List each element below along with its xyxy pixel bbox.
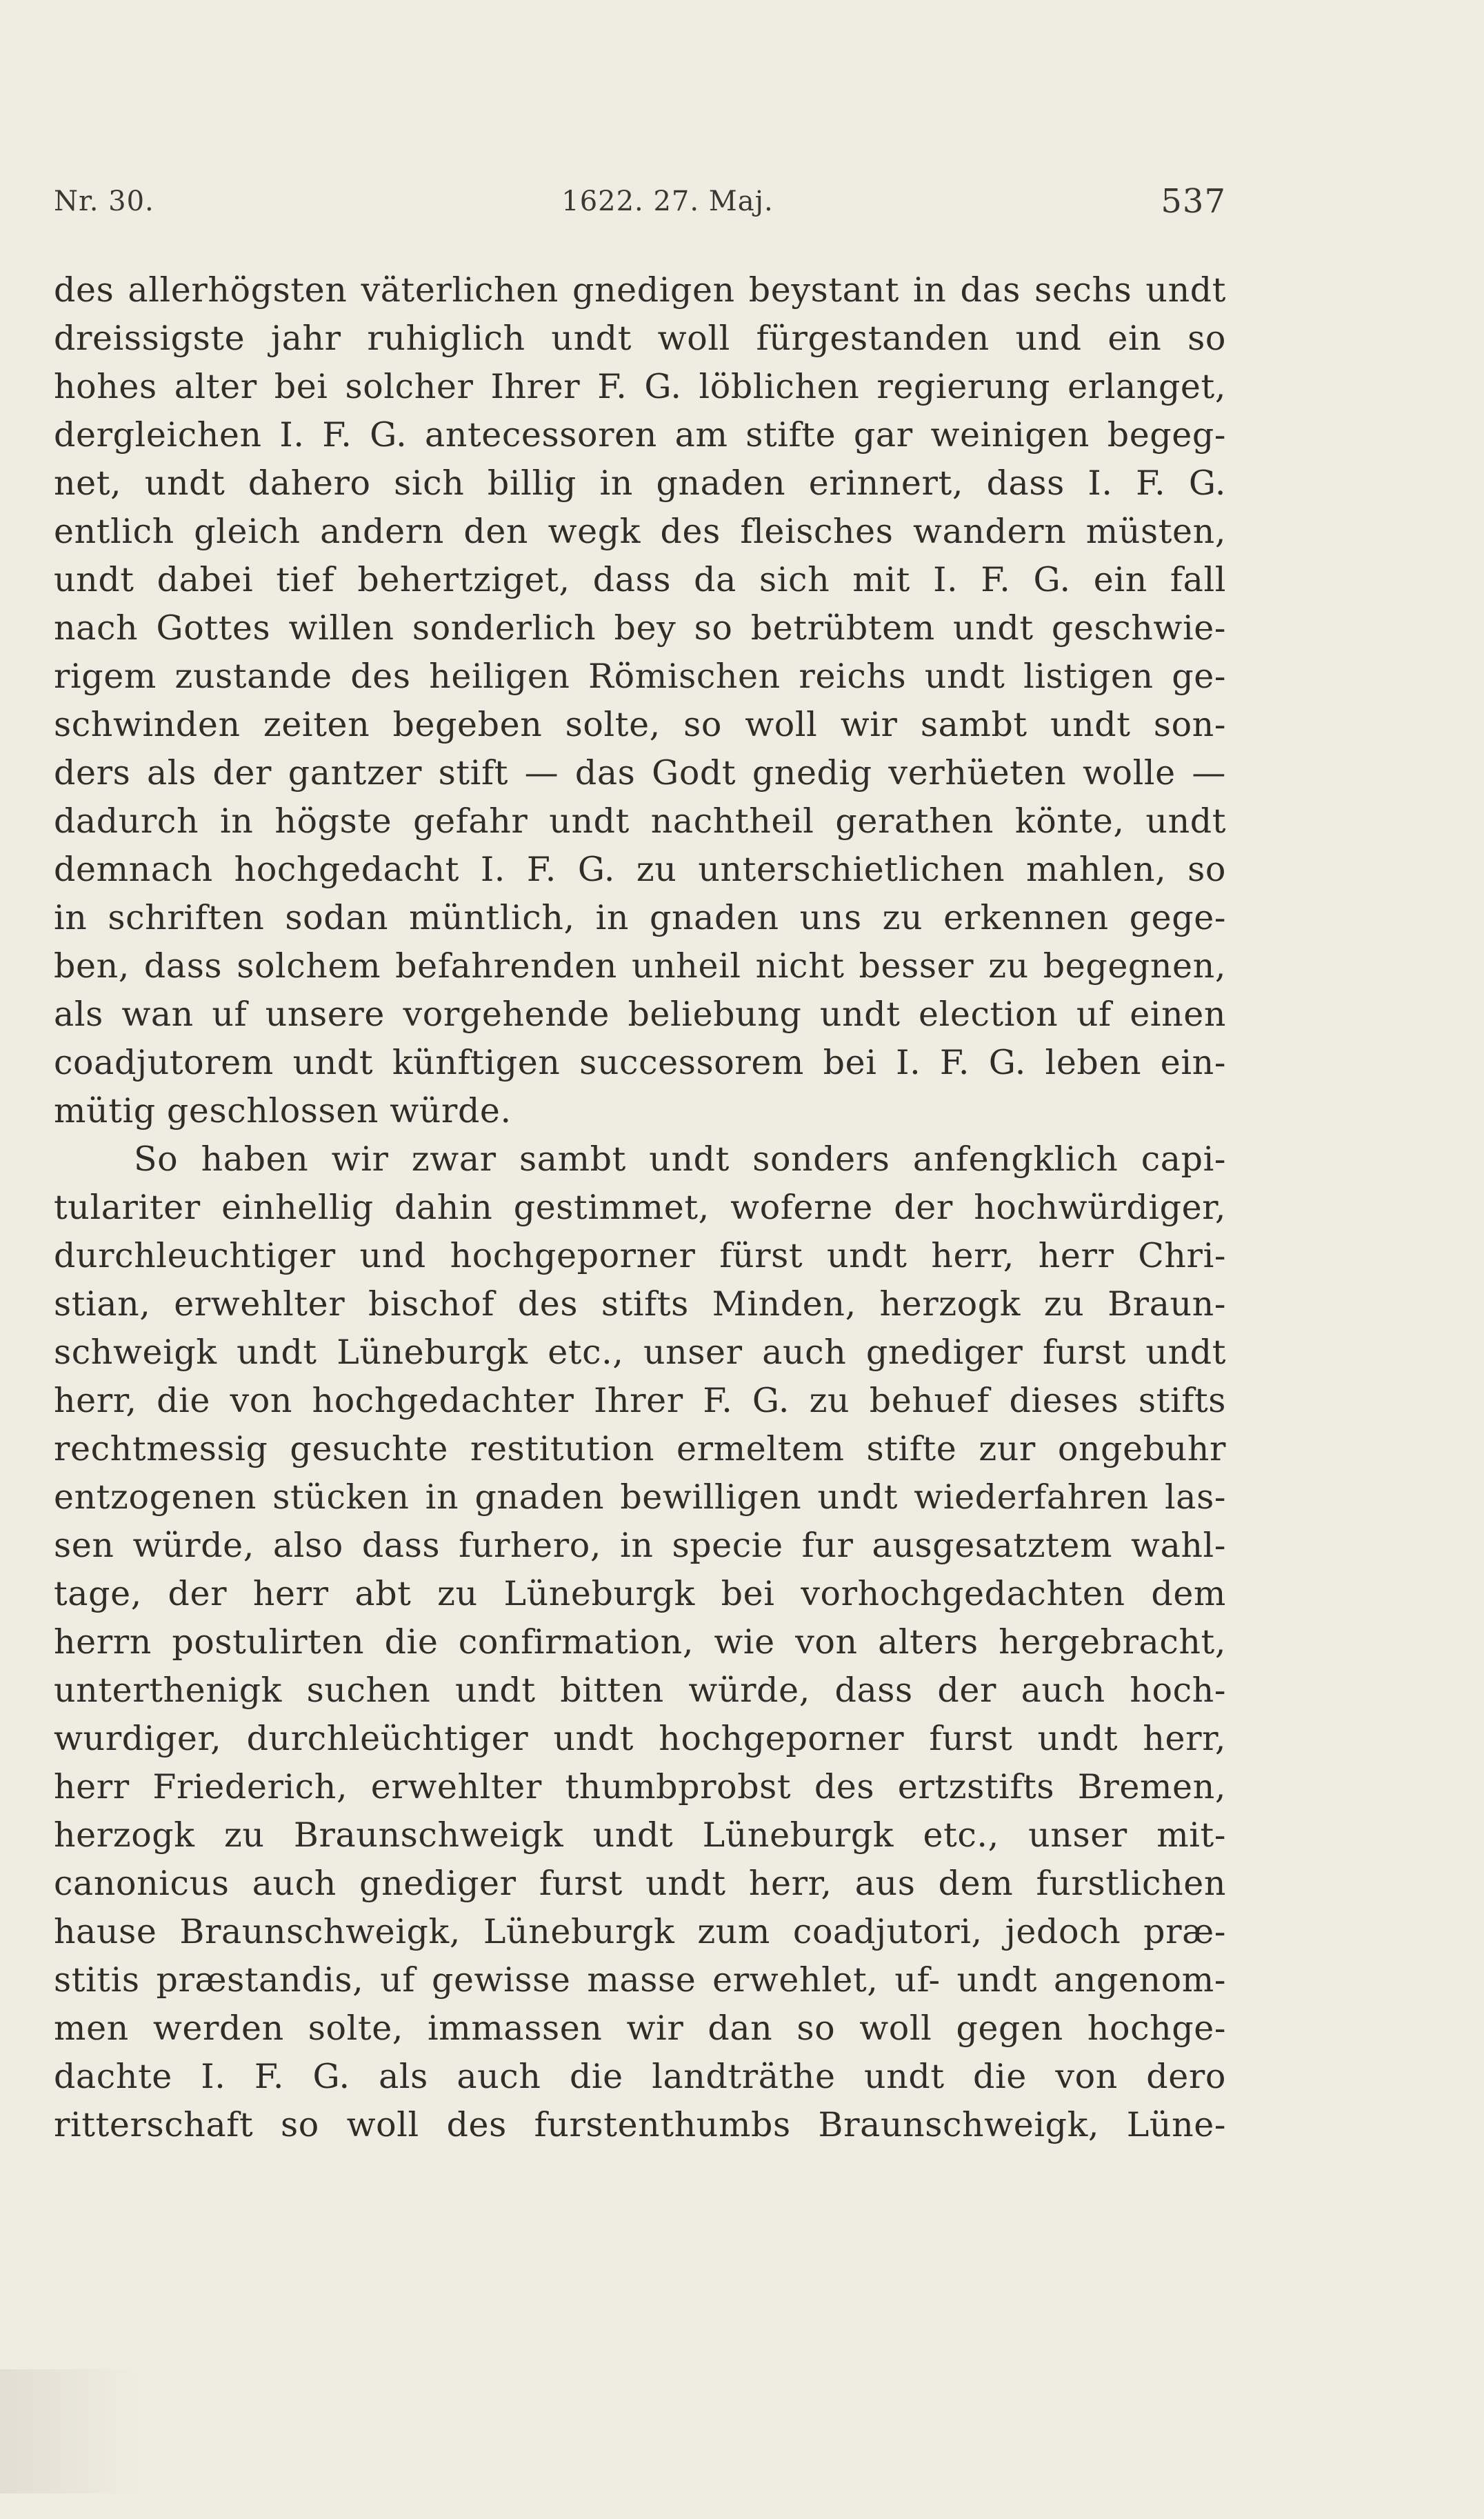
text-line: wurdiger, durchleüchtiger undt hochgeporner furst undt herr, [54, 1719, 1226, 1758]
text-line: men werden solte, immassen wir dan so woll gegen hochge- [54, 2009, 1226, 2048]
text-line: durchleuchtiger und hochgeporner fürst undt herr, herr Chri- [54, 1236, 1226, 1275]
text-line: rechtmessig gesuchte restitution ermeltem stifte zur ongebuhr [54, 1429, 1226, 1468]
text-line: ben, dass solchem befahrenden unheil nicht besser zu begegnen, [54, 946, 1226, 986]
text-line: hause Braunschweigk, Lüneburgk zum coadjutori, jedoch præ- [54, 1912, 1226, 1951]
text-line: als wan uf unsere vorgehende beliebung undt election uf einen [54, 995, 1226, 1034]
page-number: 537 [1161, 182, 1226, 221]
text-line: stitis præstandis, uf gewisse masse erwehlet, uf- undt angenom- [54, 1960, 1226, 2000]
text-line: sen würde, also dass furhero, in specie fur ausgesatztem wahl- [54, 1526, 1226, 1565]
text-line: demnach hochgedacht I. F. G. zu unterschietlichen mahlen, so [54, 850, 1226, 889]
text-line: undt dabei tief behertziget, dass da sich mit I. F. G. ein fall [54, 560, 1226, 599]
text-line: herzogk zu Braunschweigk undt Lüneburgk etc., unser mit- [54, 1815, 1226, 1855]
text-line: dadurch in högste gefahr undt nachtheil gerathen könte, undt [54, 802, 1226, 841]
document-date: 1622. 27. Maj. [561, 186, 774, 217]
text-line: hohes alter bei solcher Ihrer F. G. löblichen regierung erlanget, [54, 367, 1226, 406]
text-line: nach Gottes willen sonderlich bey so betrübtem undt geschwie- [54, 608, 1226, 648]
text-line: schweigk undt Lüneburgk etc., unser auch gnediger furst undt [54, 1333, 1226, 1372]
text-line: dachte I. F. G. als auch die landträthe undt die von dero [54, 2057, 1226, 2096]
text-line: ders als der gantzer stift — das Godt gnedig verhüeten wolle — [54, 753, 1226, 793]
text-line: entzogenen stücken in gnaden bewilligen undt wiederfahren las- [54, 1477, 1226, 1517]
body-text [54, 266, 1226, 2149]
text-line: tage, der herr abt zu Lüneburgk bei vorhochgedachten dem [54, 1574, 1226, 1613]
text-line: net, undt dahero sich billig in gnaden erinnert, dass I. F. G. [54, 464, 1226, 503]
text-line: in schriften sodan müntlich, in gnaden uns zu erkennen gege- [54, 898, 1226, 937]
text-line: herrn postulirten die confirmation, wie von alters hergebracht, [54, 1622, 1226, 1662]
text-line: unterthenigk suchen undt bitten würde, dass der auch hoch- [54, 1671, 1226, 1710]
paragraph-end-line: mütig geschlossen würde. [54, 1091, 512, 1131]
text-line: coadjutorem undt künftigen successorem bei I. F. G. leben ein- [54, 1043, 1226, 1082]
text-line: dergleichen I. F. G. antecessoren am stifte gar weinigen begeg- [54, 415, 1226, 455]
text-line: rigem zustande des heiligen Römischen reichs undt listigen ge- [54, 657, 1226, 696]
text-line: dreissigste jahr ruhiglich undt woll fürgestanden und ein so [54, 319, 1226, 358]
running-head [54, 181, 1226, 222]
text-line: stian, erwehlter bischof des stifts Minden, herzogk zu Braun- [54, 1284, 1226, 1324]
text-line: canonicus auch gnediger furst undt herr, aus dem furstlichen [54, 1864, 1226, 1903]
paragraph-start-line: So haben wir zwar sambt undt sonders anfengklich capi- [134, 1139, 1226, 1179]
text-line: tulariter einhellig dahin gestimmet, woferne der hochwürdiger, [54, 1188, 1226, 1227]
text-line: des allerhögsten väterlichen gnedigen beystant in das sechs undt [54, 270, 1226, 310]
text-line: entlich gleich andern den wegk des fleisches wandern müsten, [54, 512, 1226, 551]
text-line: ritterschaft so woll des furstenthumbs Braunschweigk, Lüne- [54, 2105, 1226, 2144]
text-line: herr Friederich, erwehlter thumbprobst des ertzstifts Bremen, [54, 1767, 1226, 1806]
document-number: Nr. 30. [54, 186, 154, 217]
text-line: herr, die von hochgedachter Ihrer F. G. zu behuef dieses stifts [54, 1381, 1226, 1420]
text-line: schwinden zeiten begeben solte, so woll wir sambt undt son- [54, 705, 1226, 744]
paper-edge-shading [0, 2369, 141, 2493]
